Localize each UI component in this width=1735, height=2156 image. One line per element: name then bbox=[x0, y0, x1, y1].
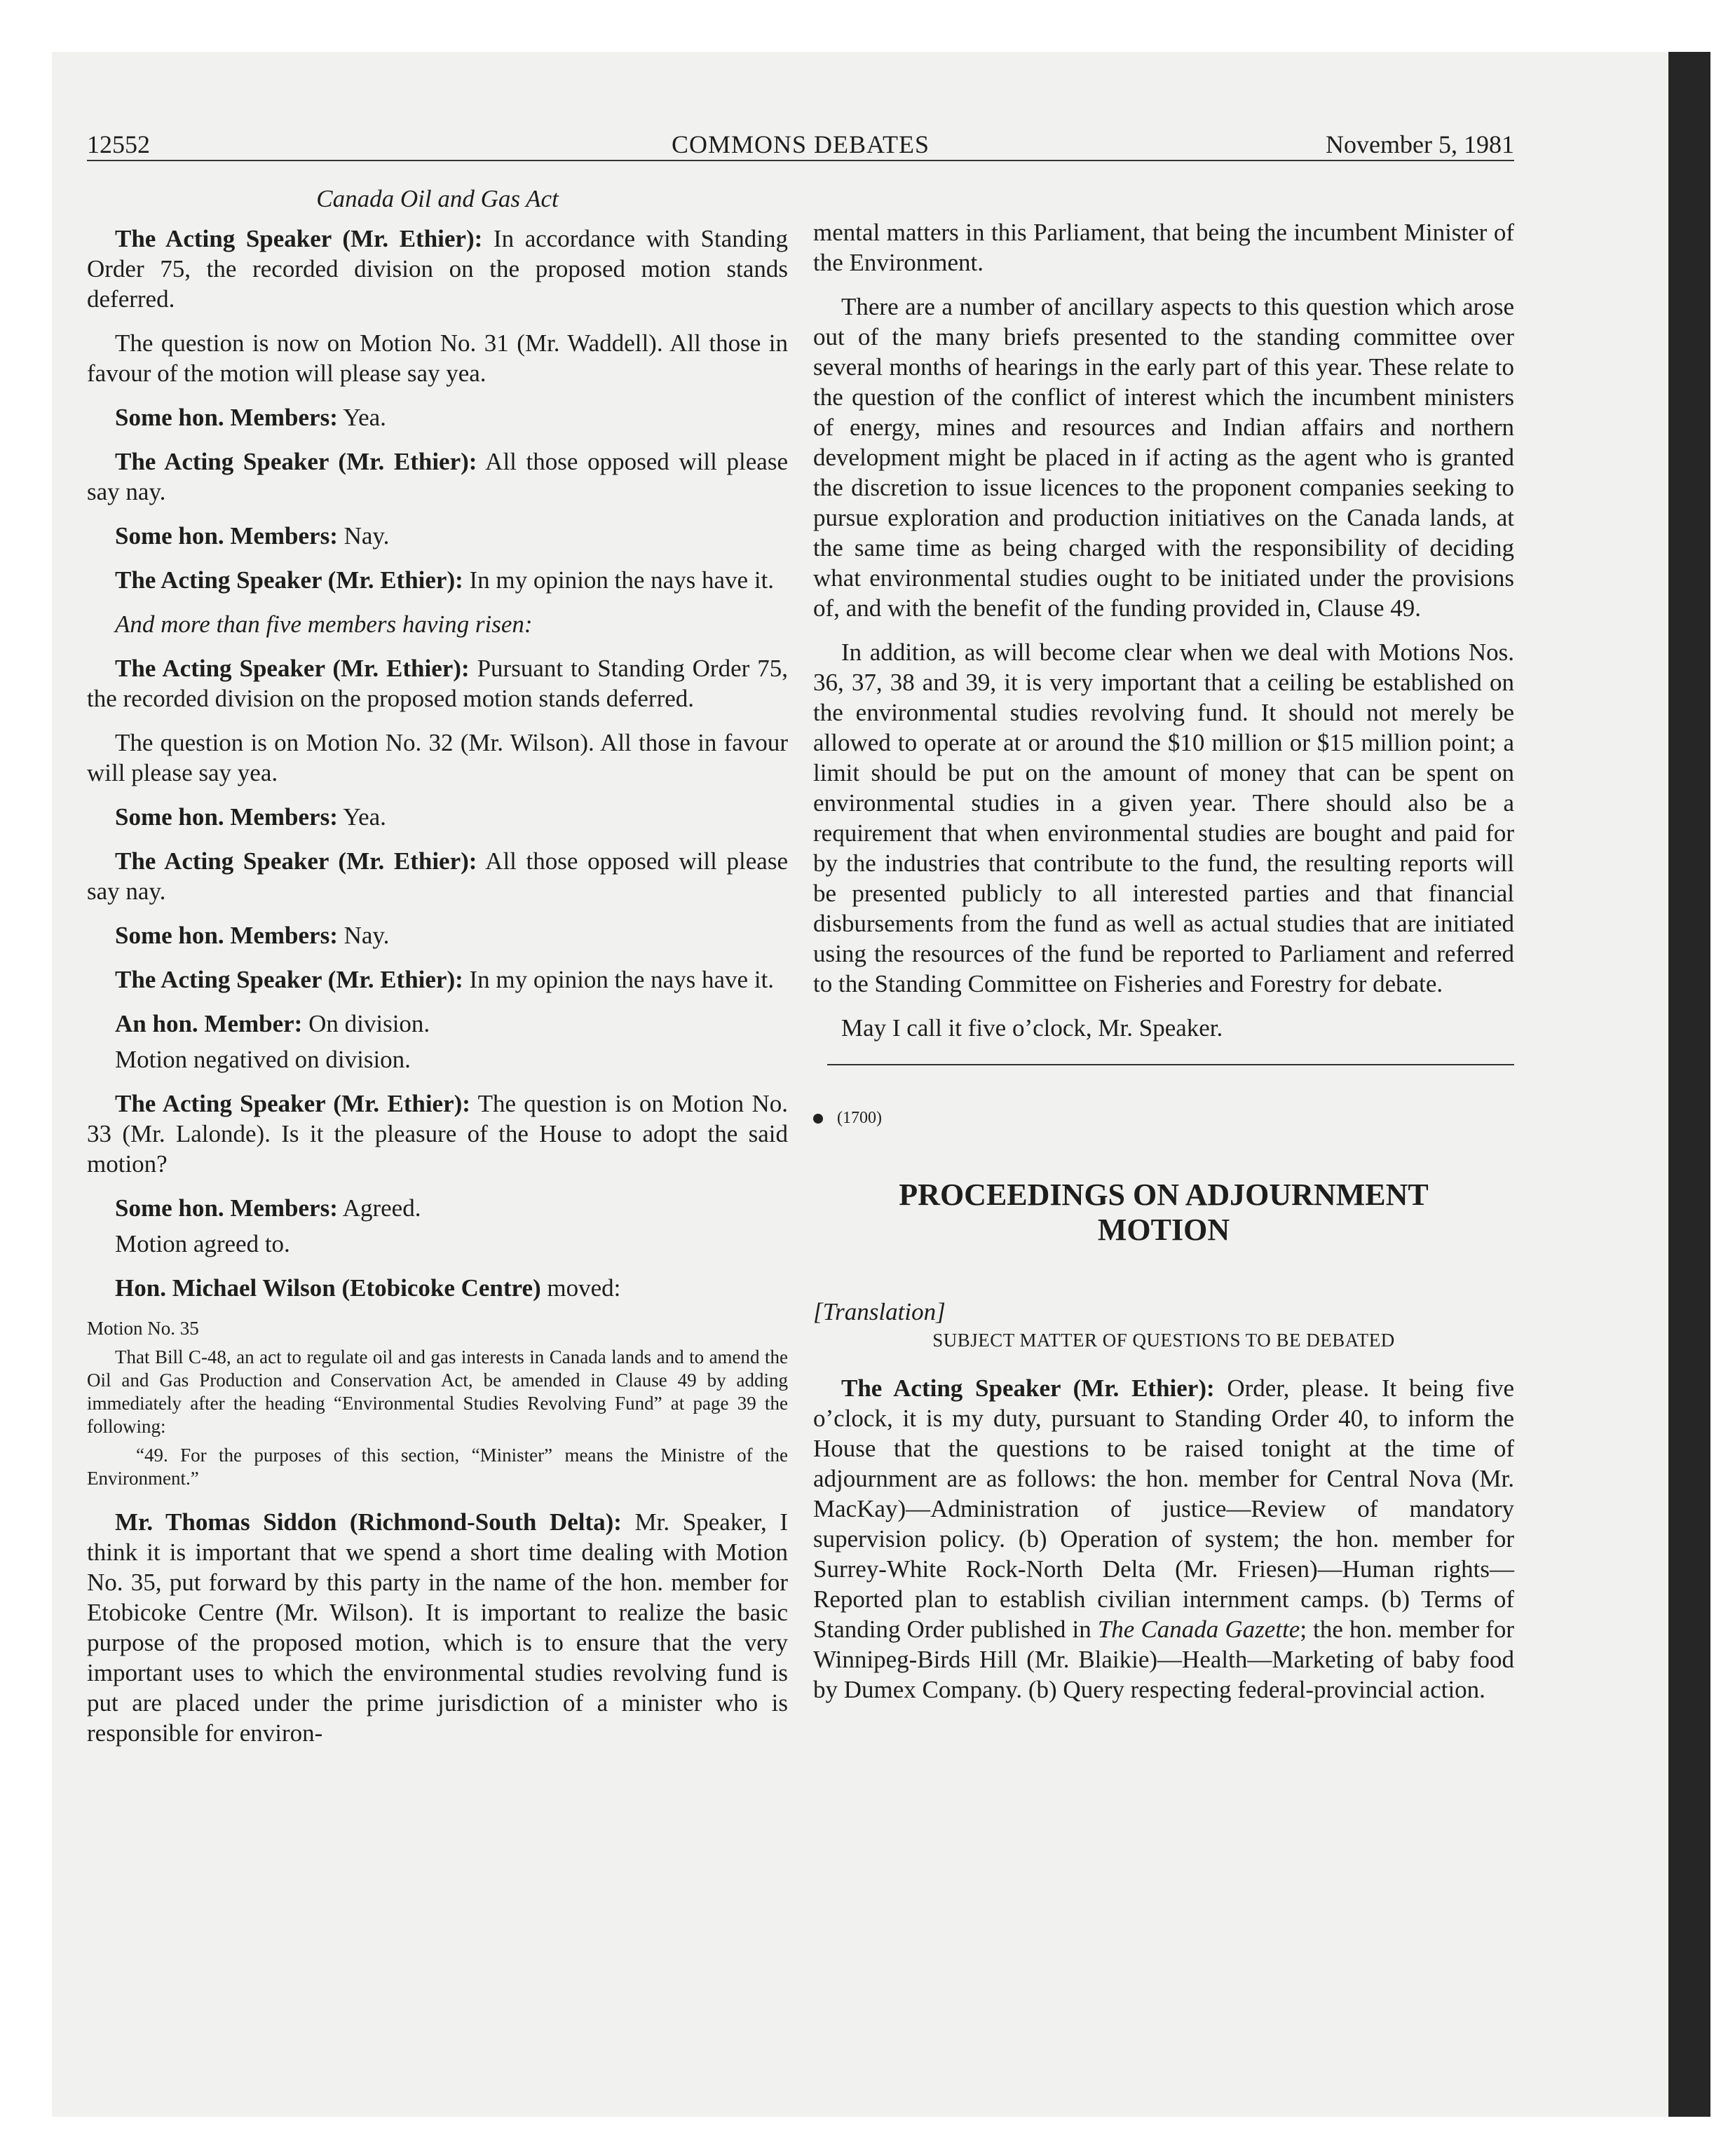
section-title: Canada Oil and Gas Act bbox=[316, 185, 559, 212]
section-heading bbox=[813, 1178, 1514, 1248]
page-edge-shadow bbox=[1668, 52, 1710, 2117]
paragraph: In addition, as will become clear when we deal with Motions Nos. 36, 37, 38 and 39, it is very important that a ceiling be established on the environmental studies revolving fund. It should not merely be allowed to operate at or around the $10 million or $15 million point; a limit should be put on the amount of money that can be spent on environmental studies in a given year. There should also be a requirement that when environmental studies are bought and paid for by the industries that contribute to the fund, the resulting reports will be presented publicly to all interested parties and that financial disbursements from the fund as well as actual studies that are initiated using the resources of the fund be reported to Parliament and referred to the Standing Committee on Fisheries and Forestry for debate. bbox=[813, 639, 1514, 997]
speech-text: On division. bbox=[302, 1010, 430, 1037]
speech-text: In my opinion the nays have it. bbox=[463, 566, 775, 594]
speech-text: Order, please. It being five o’clock, it is my duty, pursuant to Standing Order 40, to inform the House that the questions to be raised tonight at the time of adjournment are as follows: the hon. member for Central Nova (Mr. MacKay)—Administration of justice—Review of mandatory supervision policy. (b) Operation of system; the hon. member for Surrey-White Rock-North Delta (Mr. Friesen)—Human rights—Reported plan to establish civilian internment camps. (b) Terms of Standing Order published in bbox=[813, 1374, 1514, 1643]
time-marker-text: (1700) bbox=[837, 1109, 882, 1127]
speaker-name: Mr. Thomas Siddon (Richmond-South Delta): bbox=[115, 1508, 622, 1536]
paragraph: May I call it five o’clock, Mr. Speaker. bbox=[841, 1014, 1223, 1042]
paragraph bbox=[87, 446, 788, 507]
paragraph bbox=[87, 1193, 788, 1223]
speech-text: ; the hon. member for Winnipeg-Birds Hill (Mr. Blaikie)—Health—Marketing of baby food by Dumex Company. (b) Query respecting federal-provincial action. bbox=[813, 1616, 1514, 1703]
publication-date: November 5, 1981 bbox=[1326, 130, 1514, 158]
speech-text: Yea. bbox=[337, 404, 386, 431]
bullet-icon bbox=[813, 1114, 823, 1124]
paragraph bbox=[87, 802, 788, 832]
paragraph bbox=[87, 1009, 788, 1039]
section-heading-line-2: MOTION bbox=[1097, 1213, 1230, 1247]
paragraph: Motion agreed to. bbox=[115, 1230, 290, 1257]
paragraph: Motion negatived on division. bbox=[115, 1046, 411, 1073]
speech-text: All those opposed will please say nay. bbox=[87, 448, 788, 505]
paragraph bbox=[87, 565, 788, 595]
page-number: 12552 bbox=[87, 130, 150, 158]
speaker-name: An hon. Member: bbox=[115, 1010, 303, 1037]
speech-text: Yea. bbox=[337, 803, 386, 831]
stage-direction-text: And more than five members having risen: bbox=[115, 610, 533, 638]
speech-text: All those opposed will please say nay. bbox=[87, 847, 788, 905]
translation-label: [Translation] bbox=[813, 1298, 946, 1325]
speech-text: In accordance with Standing Order 75, the recorded division on the proposed motion stands deferred. bbox=[87, 225, 788, 313]
paragraph bbox=[87, 402, 788, 432]
speaker-name: The Acting Speaker (Mr. Ethier): bbox=[115, 655, 470, 682]
paragraph bbox=[87, 1089, 788, 1179]
time-marker bbox=[813, 1107, 1514, 1128]
subject-heading: SUBJECT MATTER OF QUESTIONS TO BE DEBATED bbox=[932, 1330, 1395, 1351]
paragraph bbox=[87, 224, 788, 314]
speech-text: Mr. Speaker, I think it is important that we spend a short time dealing with Motion No. 35, put forward by this party in the name of the hon. member for Etobicoke Centre (Mr. Wilson). It is important to realize the basic purpose of the proposed motion, which is to ensure that the very important uses to which the environmental studies revolving fund is put are placed under the prime jurisdiction of a minister who is responsible for environ- bbox=[87, 1508, 789, 1747]
paragraph: There are a number of ancillary aspects to this question which arose out of the many briefs presented to the standing committee over several months of hearings in the early part of this year. These relate to the question of the conflict of interest which the incumbent ministers of energy, mines and resources and Indian affairs and northern development might be placed in if acting as the agent who is granted the discretion to issue licences to the proponent companies seeking to pursue exploration and production initiatives on the Canada lands, at the same time as being charged with the responsibility of deciding what environmental studies ought to be initiated under the provisions of, and with the benefit of the funding provided in, Clause 49. bbox=[813, 293, 1514, 622]
paragraph bbox=[87, 964, 788, 995]
paragraph bbox=[87, 1273, 788, 1303]
publication-title: COMMONS DEBATES bbox=[671, 130, 930, 158]
left-column bbox=[87, 184, 788, 1762]
speaker-name: The Acting Speaker (Mr. Ethier): bbox=[115, 1090, 470, 1117]
speech-text: Agreed. bbox=[337, 1194, 421, 1222]
paragraph bbox=[87, 653, 788, 714]
speaker-name: The Acting Speaker (Mr. Ethier): bbox=[115, 448, 477, 475]
speaker-name: The Acting Speaker (Mr. Ethier): bbox=[115, 966, 463, 993]
speaker-name: The Acting Speaker (Mr. Ethier): bbox=[115, 847, 477, 875]
paragraph bbox=[87, 920, 788, 950]
speaker-name: Some hon. Members: bbox=[115, 922, 338, 949]
speech-text: Nay. bbox=[337, 922, 390, 949]
paragraph: The question is on Motion No. 32 (Mr. Wilson). All those in favour will please say yea. bbox=[87, 729, 788, 786]
paragraph: The question is now on Motion No. 31 (Mr. Waddell). All those in favour of the motion will please say yea. bbox=[87, 329, 788, 387]
speaker-name: Some hon. Members: bbox=[115, 404, 338, 431]
paragraph: mental matters in this Parliament, that being the incumbent Minister of the Environment. bbox=[813, 219, 1514, 276]
motion-label: Motion No. 35 bbox=[87, 1318, 199, 1339]
speech-text: The question is on Motion No. 33 (Mr. Lalonde). Is it the pleasure of the House to adopt the said motion? bbox=[87, 1090, 788, 1178]
speech-text: Nay. bbox=[337, 522, 390, 550]
motion-text: That Bill C-48, an act to regulate oil and gas interests in Canada lands and to amend the Oil and Gas Production and Conservation Act, be amended in Clause 49 by adding immediately after the heading “Environmental Studies Revolving Fund” at page 39 the following: bbox=[87, 1346, 788, 1437]
speaker-name: Some hon. Members: bbox=[115, 803, 338, 831]
section-heading-line-1: PROCEEDINGS ON ADJOURNMENT bbox=[899, 1178, 1429, 1212]
speaker-name: The Acting Speaker (Mr. Ethier): bbox=[115, 225, 483, 252]
motion-quote: “49. For the purposes of this section, “Minister” means the Ministre of the Environment.” bbox=[87, 1445, 788, 1489]
speaker-name: The Acting Speaker (Mr. Ethier): bbox=[841, 1374, 1215, 1402]
paragraph bbox=[87, 1507, 788, 1748]
speech-text: In my opinion the nays have it. bbox=[463, 966, 775, 993]
speaker-name: Some hon. Members: bbox=[115, 522, 338, 550]
stage-direction bbox=[87, 609, 788, 639]
speaker-name: The Acting Speaker (Mr. Ethier): bbox=[115, 566, 463, 594]
speech-text: moved: bbox=[540, 1274, 621, 1302]
paragraph bbox=[87, 521, 788, 551]
page-header bbox=[87, 130, 1514, 161]
speaker-name: Some hon. Members: bbox=[115, 1194, 338, 1222]
section-divider bbox=[827, 1064, 1514, 1065]
publication-name: The Canada Gazette bbox=[1097, 1616, 1300, 1643]
speech-text: Pursuant to Standing Order 75, the recorded division on the proposed motion stands deferred. bbox=[87, 655, 788, 712]
motion-block bbox=[87, 1317, 788, 1490]
speaker-name: Hon. Michael Wilson (Etobicoke Centre) bbox=[115, 1274, 541, 1302]
right-column bbox=[813, 184, 1514, 1719]
paragraph bbox=[813, 1373, 1514, 1705]
paragraph bbox=[87, 846, 788, 906]
